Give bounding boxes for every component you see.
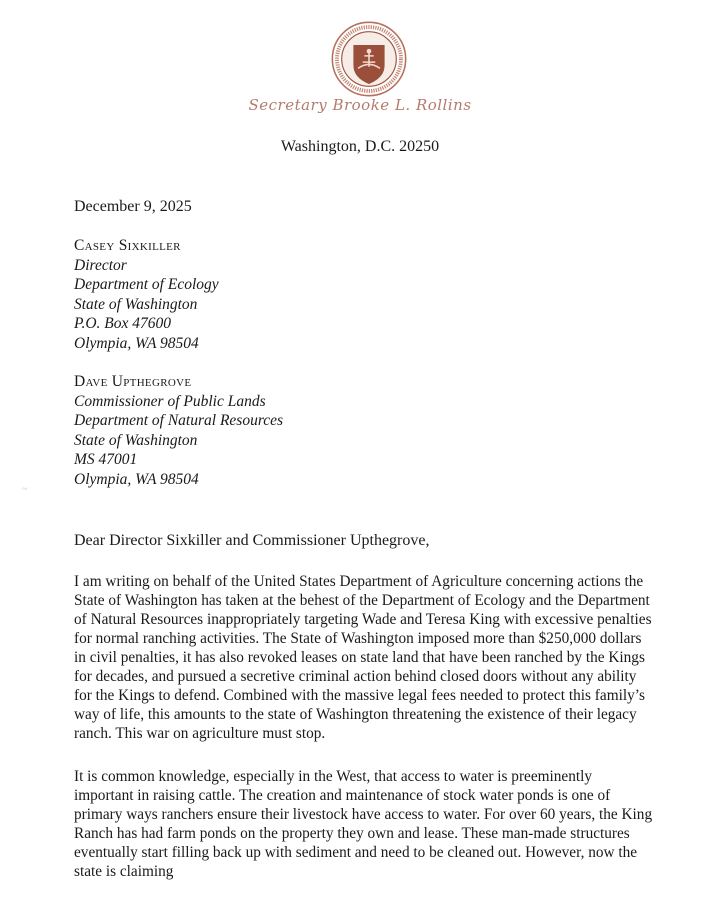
recipient-mailbox: MS 47001 [74, 451, 138, 468]
scan-mark: ~ [22, 484, 28, 495]
recipient-address-2 [74, 372, 283, 489]
city-line: Washington, D.C. 20250 [280, 138, 440, 155]
recipient-city: Olympia, WA 98504 [74, 470, 199, 488]
salutation: Dear Director Sixkiller and Commissioner Upthegrove, [74, 532, 430, 549]
body-paragraph-1: I am writing on behalf of the United States Department of Agriculture concerning actions the State of Washington has taken at the behest of the Department of Ecology and the Department of Natural Resources inappropriately targeting Wade and Teresa King with excessive penalties for normal ranching activities. The State of Washington imposed more than $250,000 dollars in civil penalties, it has also revoked leases on state land that have been ranched by the Kings for decades, and pursued a secretive criminal action behind closed doors without any ability for the Kings to defend. Combined with the massive legal fees needed to protect this family’s way of life, this amounts to the state of Washington threatening the existence of their legacy ranch. This war on agriculture must stop. [74, 573, 652, 742]
recipient-state: State of Washington [74, 295, 198, 313]
recipient-department: Department of Natural Resources [74, 412, 284, 429]
letter-date: December 9, 2025 [74, 198, 192, 215]
recipient-state: State of Washington [74, 431, 198, 449]
recipient-mailbox: P.O. Box 47600 [74, 315, 172, 332]
secretary-signature: Secretary Brooke L. Rollins [248, 96, 472, 114]
recipient-title: Commissioner of Public Lands [74, 392, 266, 410]
body-paragraph-2: It is common knowledge, especially in the West, that access to water is preeminently important in raising cattle. The creation and maintenance of stock water ponds is one of primary ways ranchers ensure their livestock have access to water. For over 60 years, the King Ranch has had farm ponds on the property they own and lease. These man-made structures eventually start filling back up with sediment and need to be cleaned out. However, now the state is claiming [74, 768, 653, 880]
recipient-city: Olympia, WA 98504 [74, 334, 199, 352]
recipient-name: Casey Sixkiller [74, 237, 181, 254]
recipient-department: Department of Ecology [74, 276, 219, 293]
recipient-name: Dave Upthegrove [74, 373, 192, 390]
usda-seal-icon [330, 20, 408, 98]
recipient-address-1 [74, 236, 219, 353]
recipient-title: Director [74, 256, 127, 274]
